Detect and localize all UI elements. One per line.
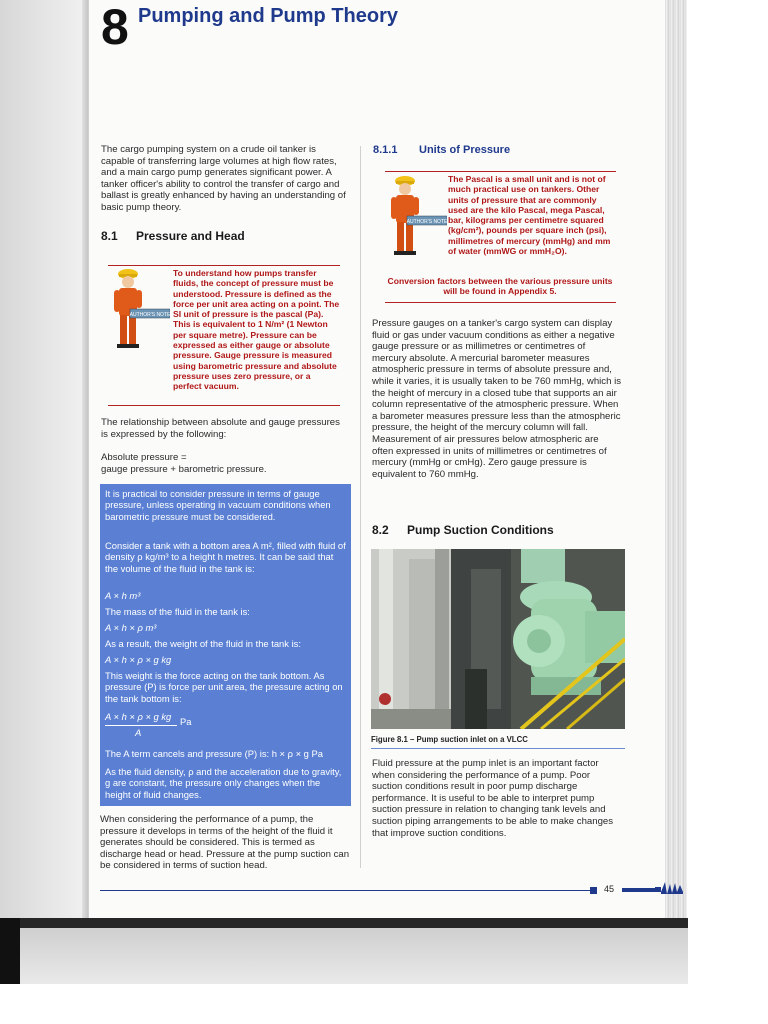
box-para-2: Consider a tank with a bottom area A m², filled with fluid of density ρ kg/m³ to a height h metres. It can be said that the volume of the fluid in the tank is: [105, 540, 346, 574]
chapter-title: Pumping and Pump Theory [138, 5, 399, 27]
section-8-1-1-heading [373, 144, 510, 156]
footer-bar [622, 888, 658, 892]
box-fraction-numerator: A × h × ρ × g kg [105, 711, 172, 722]
note-1-text: To understand how pumps transfer fluids, the concept of pressure must be understood. Pressure is defined as the force per unit area acting on a point. The SI unit of pressure is the pascal (Pa). This is equivalent to 1 N/m² (1 Newton per square metre). Pressure can be expressed as either gauge or absolute pressure. Gauge pressure is measured using barometric pressure and absolute pressure uses zero pressure, or a perfect vacuum. [173, 268, 340, 392]
footer-square [590, 887, 597, 894]
box-eq-volume: A × h m³ [105, 590, 141, 601]
pressure-derivation-box [100, 484, 351, 806]
outro-paragraph: When considering the performance of a pump, the pressure it develops in terms of the height of the fluid it generates should be considered. This is termed as discharge head or head. Pressure at the pump suction can be considered in terms of suction head. [100, 814, 350, 872]
gauges-paragraph: Pressure gauges on a tanker's cargo system can display fluid or gas under vacuum conditions as either a negative gauge pressure or as millimetres or centimetres of mercury absolute. A mercurial barometer measures atmospheric pressure in terms of absolute pressure and, while it varies, it is usually taken to be 760 mmHg, which is the height of mercury in a closed tube that supports an air column representative of the atmospheric pressure. When a barometer measures pressure less than the atmospheric pressure, the height of the mercury column will fall. Measurement of air pressures below atmospheric are often expressed in units of millimetres or centimetres of mercury (mmHg or cmHg). Zero gauge pressure is equivalent to 760 mmHg. [372, 318, 622, 480]
section-title: Pump Suction Conditions [407, 523, 554, 537]
fraction-bar [105, 725, 177, 726]
figure-caption: Figure 8.1 – Pump suction inlet on a VLCC [371, 735, 528, 744]
section-title: Pressure and Head [136, 229, 245, 243]
absolute-pressure-line1: Absolute pressure = [101, 452, 187, 463]
scan-left-page [0, 0, 88, 920]
box-eq-weight: A × h × ρ × g kg [105, 654, 172, 665]
scan-right-margin [688, 0, 768, 984]
scan-bottom-corner [0, 918, 20, 984]
box-para-1: It is practical to consider pressure in terms of gauge pressure, unless operating in vacuum conditions when barometric pressure must be considered. [105, 488, 331, 522]
suction-paragraph: Fluid pressure at the pump inlet is an important factor when considering the performance of a pump. Poor suction conditions result in poor pump discharge performance. It is useful to be able to interpret pump suction pressure in relation to changing tank levels and suction piping arrangements to be able to make changes that improve suction conditions. [372, 758, 614, 839]
caption-rule [371, 748, 625, 749]
box-para-7: As the fluid density, ρ and the acceleration due to gravity, g are constant, the pressure only changes when the height of fluid changes. [105, 766, 342, 800]
author-figure-icon [385, 175, 447, 265]
relationship-paragraph: The relationship between absolute and gauge pressures is expressed by the following: [101, 417, 340, 440]
absolute-pressure-line2: gauge pressure + barometric pressure. [101, 464, 267, 475]
section-title: Units of Pressure [419, 144, 511, 156]
box-fraction-unit: Pa [180, 716, 192, 727]
box-para-5: This weight is the force acting on the tank bottom. As pressure (P) is force per unit area, the pressure acting on the tank bottom is: [105, 670, 343, 704]
box-para-6: The A term cancels and pressure (P) is: h × ρ × g Pa [105, 748, 323, 759]
section-number: 8.1.1 [373, 144, 398, 156]
author-figure-icon [108, 268, 170, 358]
box-para-3: The mass of the fluid in the tank is: [105, 606, 250, 617]
scan-bottom-shadow [0, 918, 688, 928]
footer-rule [100, 890, 590, 891]
column-divider [360, 146, 361, 868]
box-fraction-denominator: A [135, 727, 142, 738]
scan-bottom-surface [20, 928, 688, 984]
page-number: 45 [604, 884, 615, 894]
section-8-2-heading [372, 523, 554, 537]
pump-suction-photo [371, 549, 625, 729]
section-8-1-heading [101, 229, 245, 243]
box-para-4: As a result, the weight of the fluid in the tank is: [105, 638, 301, 649]
box-eq-mass: A × h × ρ m³ [105, 622, 157, 633]
intro-paragraph: The cargo pumping system on a crude oil tanker is capable of transferring large volumes at high flow rates, and a main cargo pump generates significant power. A tanker officer's ability to control the transfer of cargo and ballast is greatly enhanced by having an understanding of basic pump theory. [101, 144, 346, 213]
note-badge-label: AUTHOR'S NOTE [129, 312, 170, 318]
page-edges [665, 0, 687, 920]
chapter-number: 8 [101, 0, 128, 55]
note-2-text: The Pascal is a small unit and is not of much practical use on tankers. Other units of pressure that are commonly used are the kilo Pascal, mega Pascal, bar, kilograms per centimetre squared (kg/cm²), pounds per square inch (psi), millimetres of mercury (mmHg) and mm of water (mmWG or mmH₂O). [448, 174, 611, 257]
note-2-tail: Conversion factors between the various pressure units will be found in Appendix 5. [387, 276, 613, 297]
scan-bottom-margin [0, 984, 768, 1024]
section-number: 8.2 [372, 523, 389, 537]
note-badge-label: AUTHOR'S NOTE [406, 219, 447, 225]
section-number: 8.1 [101, 229, 118, 243]
thumb-index-tab [655, 880, 683, 898]
